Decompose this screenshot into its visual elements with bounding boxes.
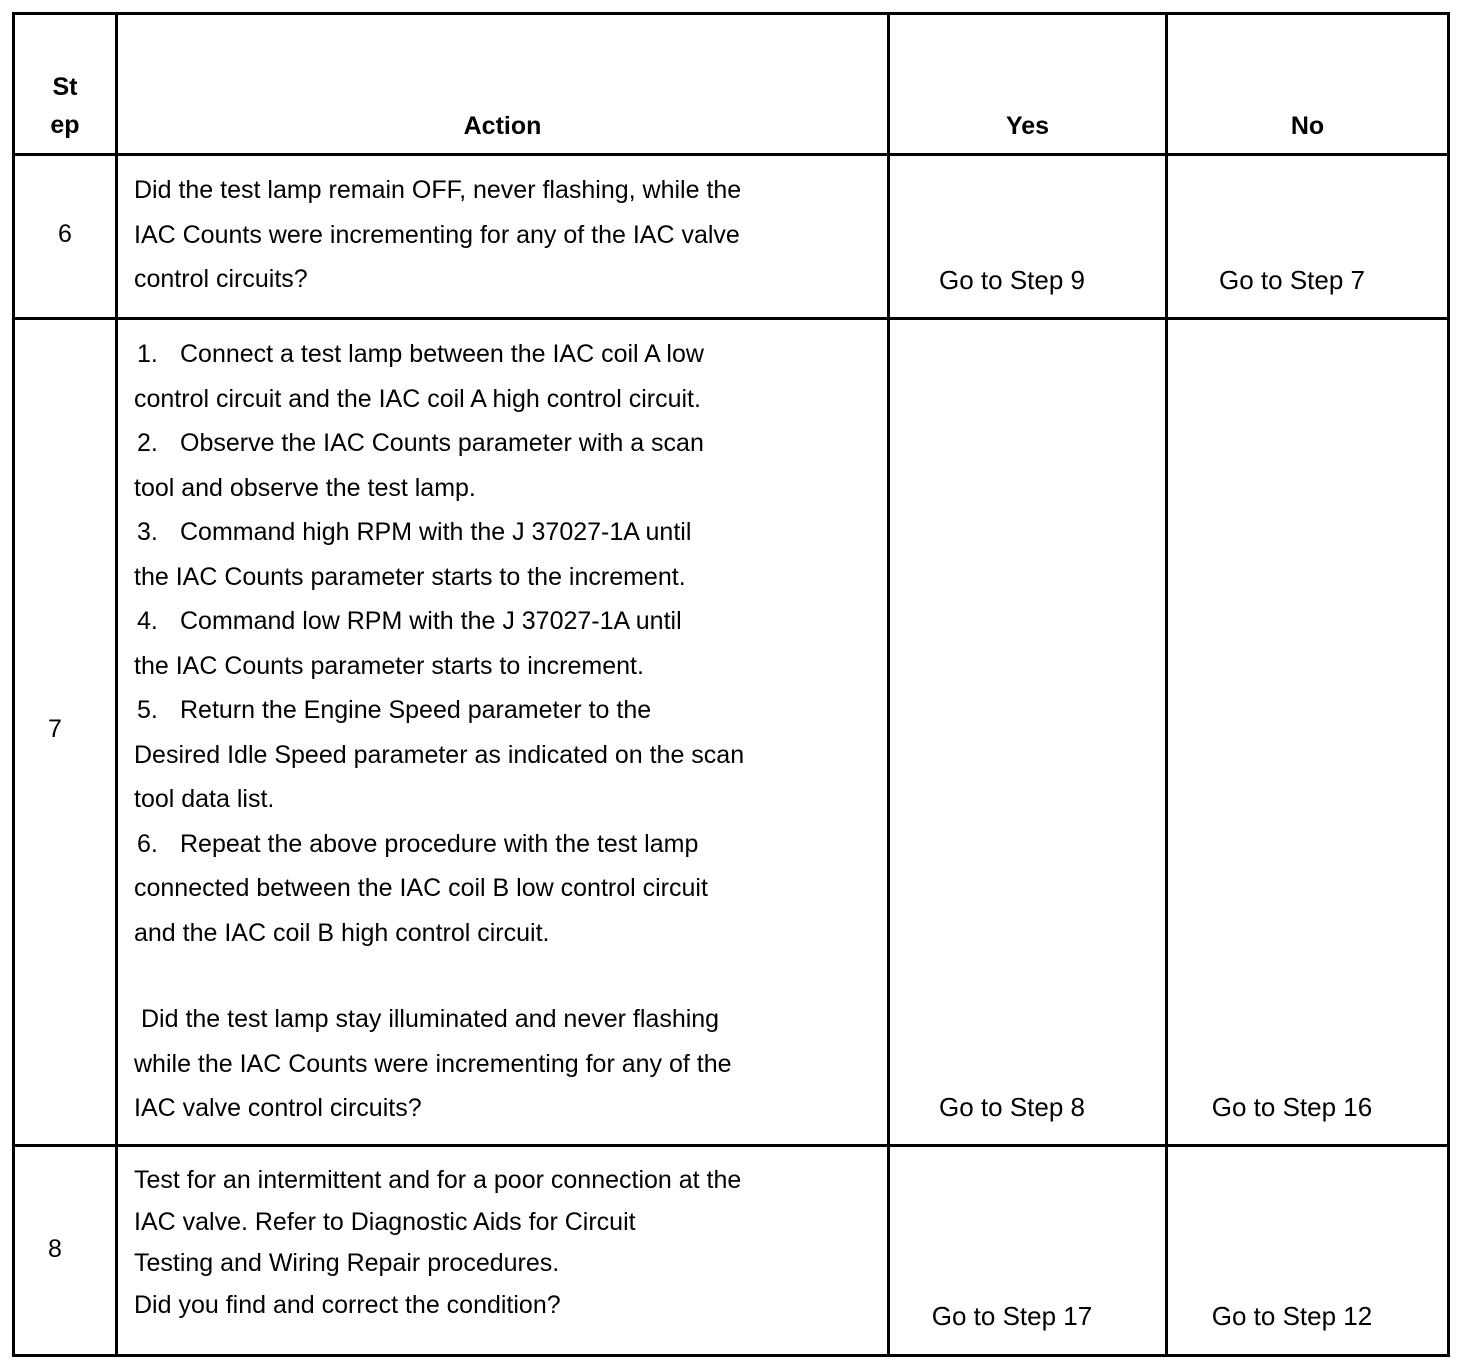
no-goto: Go to Step 16 (1211, 1092, 1373, 1122)
yes-goto: Go to Step 8 (939, 1092, 1085, 1122)
item-number: 6. (137, 829, 158, 858)
action-line: IAC Counts were incrementing for any of the IAC valve (134, 220, 740, 249)
table-border-top (12, 12, 1450, 15)
step-number: 7 (48, 715, 62, 743)
item-continuation: connected between the IAC coil B low control circuit (134, 874, 708, 902)
header-step-line1: St (52, 73, 78, 101)
action-line: Testing and Wiring Repair procedures. (134, 1249, 560, 1277)
action-line: IAC valve. Refer to Diagnostic Aids for Circuit (134, 1207, 636, 1236)
item-continuation: and the IAC coil B high control circuit. (134, 918, 550, 947)
item-text: Observe the IAC Counts parameter with a scan (180, 429, 704, 457)
no-goto: Go to Step 7 (1219, 265, 1365, 295)
action-line: control circuits? (134, 265, 308, 293)
table-border-bottom (12, 1354, 1450, 1357)
question-line: Did the test lamp stay illuminated and never flashing (141, 1005, 720, 1033)
action-line: Did the test lamp remain OFF, never flashing, while the (134, 176, 742, 204)
list-item (134, 822, 744, 867)
item-continuation: the IAC Counts parameter starts to the increment. (134, 562, 686, 591)
yes-goto: Go to Step 9 (939, 265, 1085, 295)
action-text (134, 332, 744, 955)
column-divider (115, 12, 118, 1357)
column-divider (1165, 12, 1168, 1357)
item-text: Command low RPM with the J 37027-1A until (180, 607, 682, 635)
action-line: Did you find and correct the condition? (134, 1290, 561, 1319)
list-item (134, 688, 744, 733)
item-text: Repeat the above procedure with the test lamp (180, 829, 699, 858)
action-line: Test for an intermittent and for a poor connection at the (134, 1166, 742, 1194)
item-number: 5. (137, 696, 158, 724)
item-text: Return the Engine Speed parameter to the (180, 696, 652, 724)
no-goto: Go to Step 12 (1211, 1301, 1373, 1331)
item-continuation: the IAC Counts parameter starts to increment. (134, 651, 644, 680)
action-text (134, 1160, 741, 1326)
diagnostic-table (12, 12, 1450, 1357)
list-item (134, 510, 744, 555)
list-item (134, 332, 744, 377)
list-item (134, 421, 744, 466)
header-step (15, 68, 115, 144)
action-text (134, 168, 741, 302)
header-yes: Yes (1005, 112, 1050, 140)
table-border-right (1447, 12, 1450, 1357)
row-divider (12, 1144, 1450, 1147)
item-continuation: tool data list. (134, 785, 275, 813)
header-action: Action (463, 112, 542, 140)
header-no: No (1290, 112, 1325, 140)
table-border-left (12, 12, 15, 1357)
item-text: Connect a test lamp between the IAC coil A low (180, 340, 704, 368)
yes-goto: Go to Step 17 (931, 1301, 1093, 1331)
row-divider (12, 317, 1450, 320)
question-text (134, 997, 732, 1131)
column-divider (887, 12, 890, 1357)
item-continuation: tool and observe the test lamp. (134, 473, 476, 502)
list-item (134, 599, 744, 644)
item-number: 4. (137, 607, 158, 635)
header-divider (12, 153, 1450, 156)
header-step-line2: ep (50, 111, 80, 139)
item-number: 3. (137, 518, 158, 546)
question-line: while the IAC Counts were incrementing for any of the (134, 1049, 732, 1078)
item-text: Command high RPM with the J 37027-1A until (180, 518, 692, 546)
step-number: 6 (58, 220, 72, 248)
item-continuation: Desired Idle Speed parameter as indicated on the scan (134, 740, 745, 769)
question-line: IAC valve control circuits? (134, 1094, 422, 1122)
item-number: 1. (137, 340, 158, 368)
item-number: 2. (137, 429, 158, 457)
step-number: 8 (48, 1235, 62, 1263)
item-continuation: control circuit and the IAC coil A high control circuit. (134, 384, 701, 413)
